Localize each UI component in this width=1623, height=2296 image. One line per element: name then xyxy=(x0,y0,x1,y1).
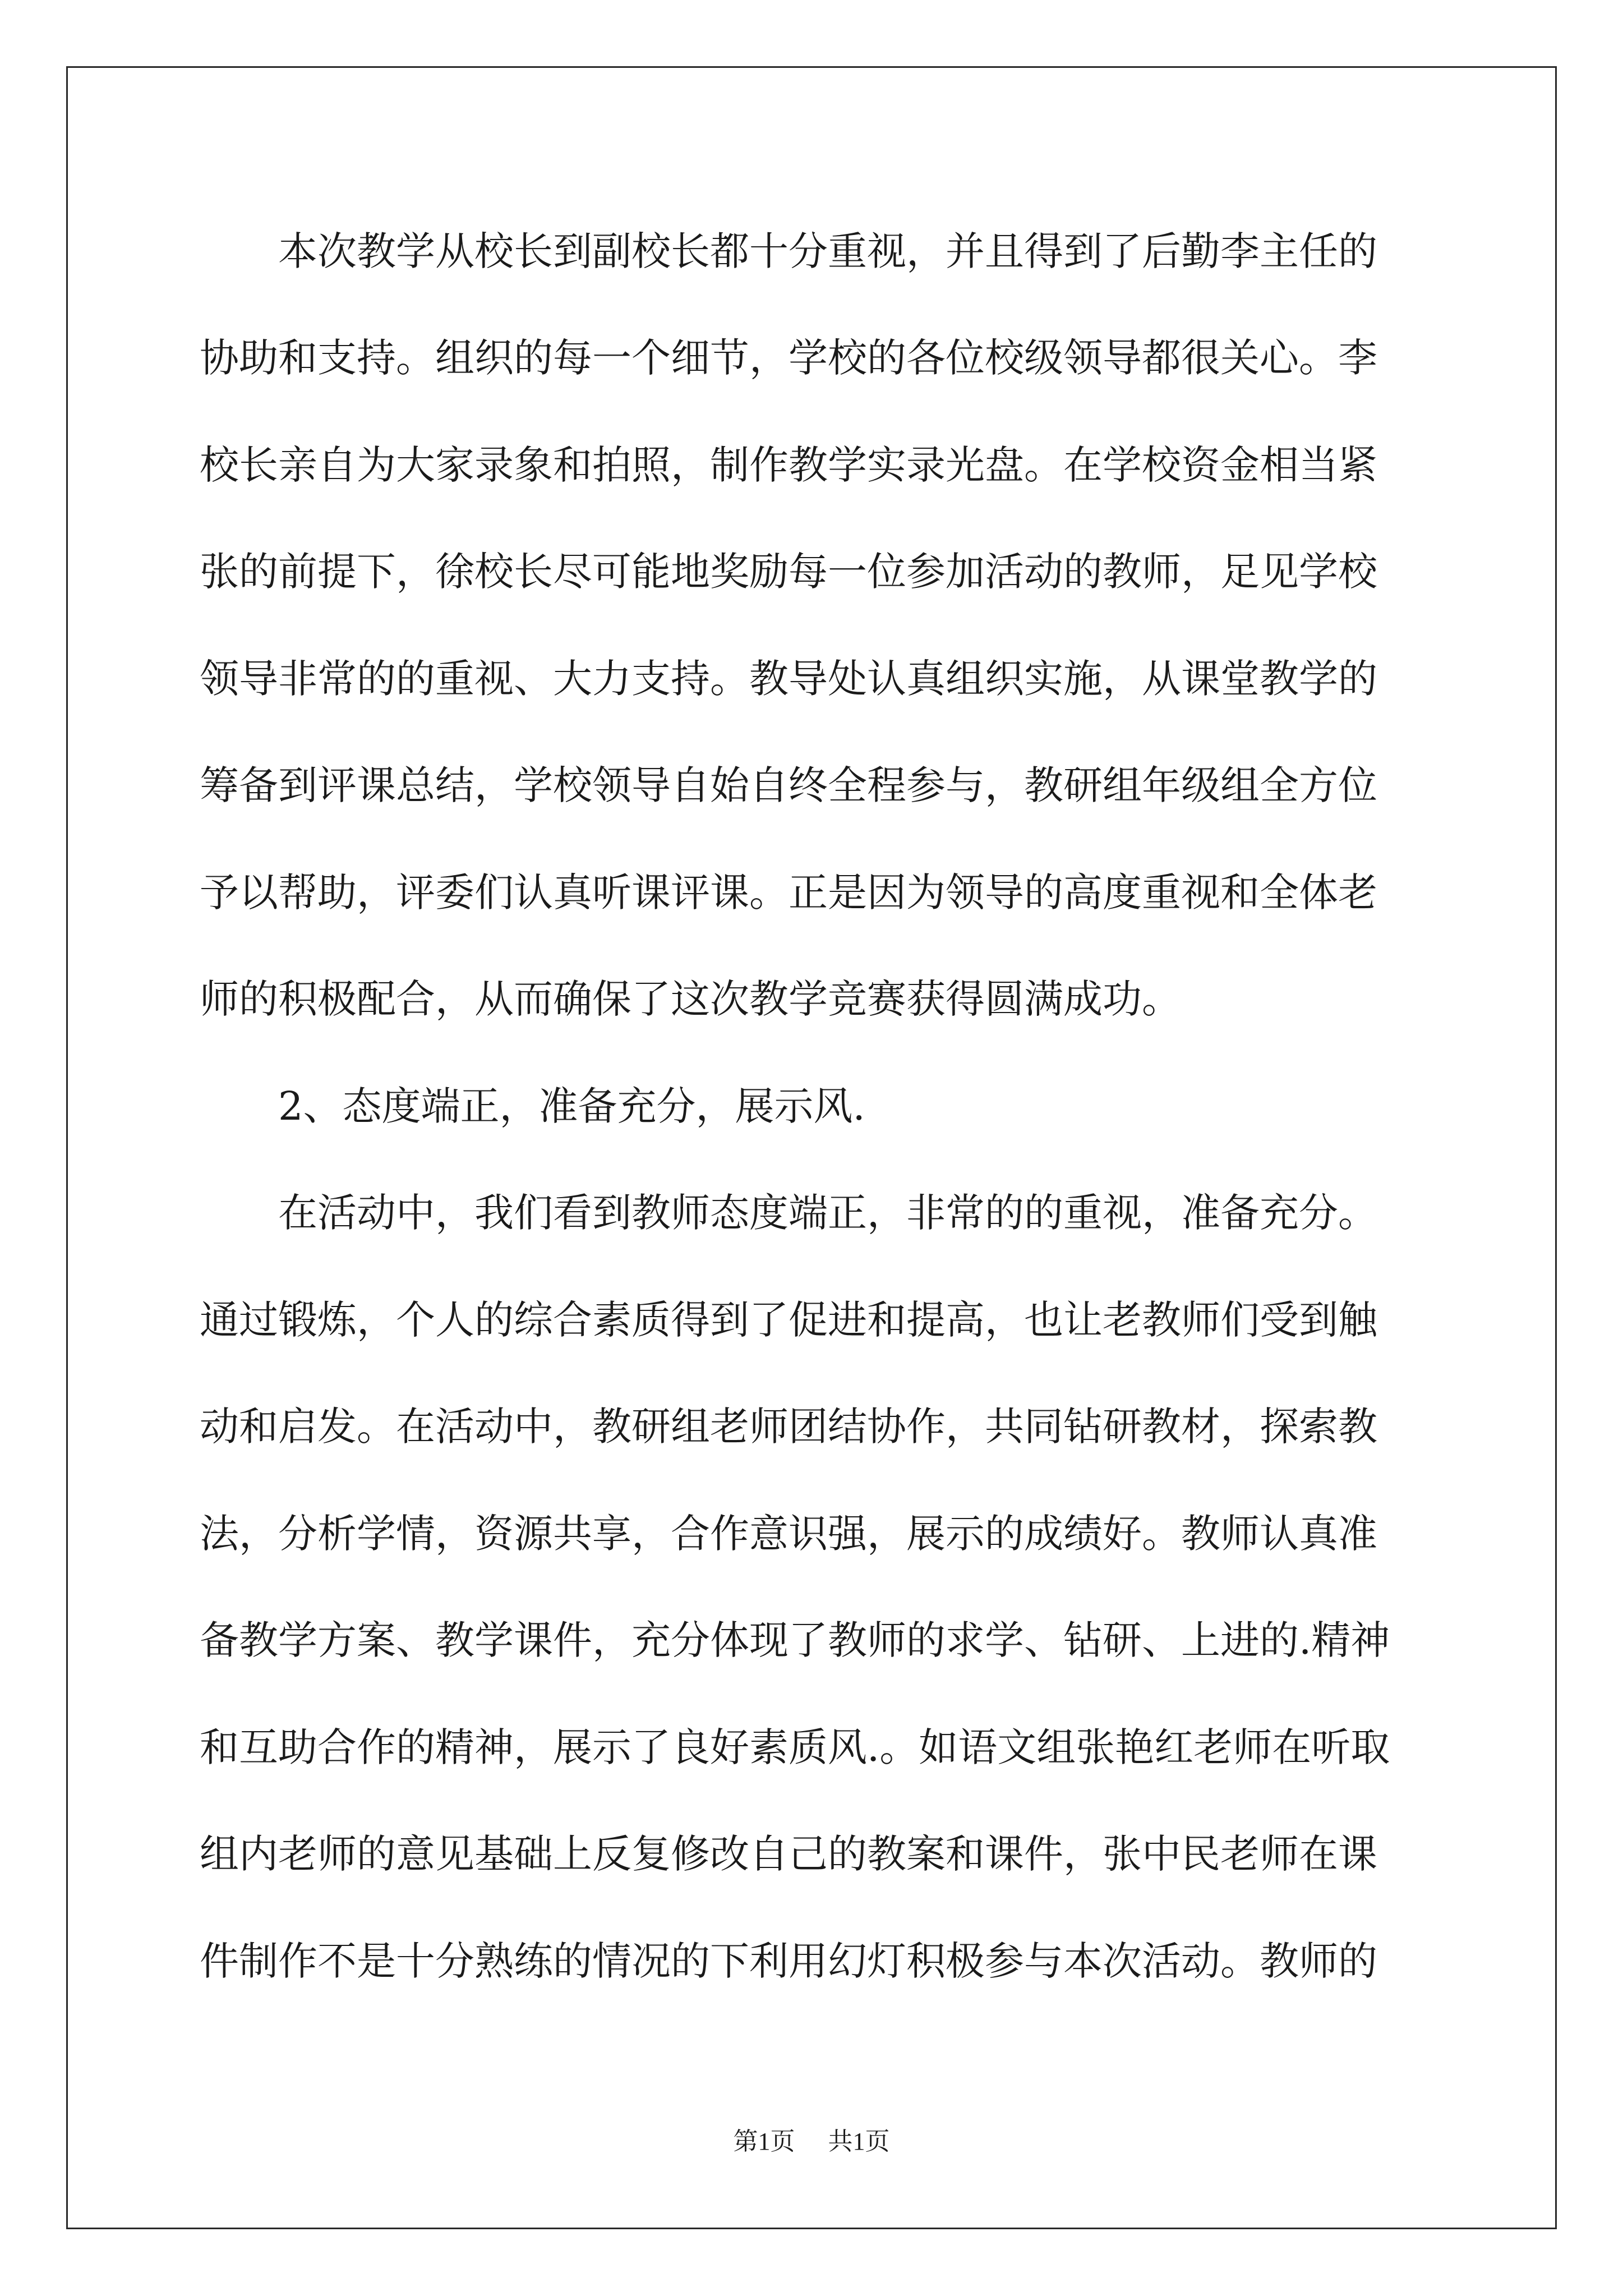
text-line-6: 筹备到评课总结，学校领导自始自终全程参与，教研组年级组全方位 xyxy=(200,762,1377,808)
text-line-1: 本次教学从校长到副校长都十分重视，并且得到了后勤李主任的 xyxy=(200,228,1377,274)
text-line-15: 和互助合作的精神，展示了良好素质风.。如语文组张艳红老师在听取 xyxy=(200,1724,1390,1770)
text-line-11: 通过锻炼，个人的综合素质得到了促进和提高，也让老教师们受到触 xyxy=(200,1297,1377,1343)
text-line-17: 件制作不是十分熟练的情况的下利用幻灯积极参与本次活动。教师的 xyxy=(200,1938,1377,1984)
text-line-16: 组内老师的意见基础上反复修改自己的教案和课件，张中民老师在课 xyxy=(200,1831,1377,1877)
text-line-3: 校长亲自为大家录象和拍照，制作教学实录光盘。在学校资金相当紧 xyxy=(200,442,1377,488)
text-line-10: 在活动中，我们看到教师态度端正，非常的的重视，准备充分。 xyxy=(200,1190,1377,1236)
text-line-5: 领导非常的的重视、大力支持。教导处认真组织实施，从课堂教学的 xyxy=(200,656,1377,702)
text-line-4: 张的前提下，徐校长尽可能地奖励每一位参加活动的教师，足见学校 xyxy=(200,549,1377,595)
section-heading: 2、态度端正，准备充分，展示风. xyxy=(200,1083,865,1129)
text-line-12: 动和启发。在活动中，教研组老师团结协作，共同钻研教材，探索教 xyxy=(200,1404,1377,1450)
text-line-8: 师的积极配合，从而确保了这次教学竞赛获得圆满成功。 xyxy=(200,976,1181,1022)
text-line-2: 协助和支持。组织的每一个细节，学校的各位校级领导都很关心。李 xyxy=(200,335,1377,381)
page-number: 第1页 xyxy=(733,2128,795,2155)
text-line-7: 予以帮助，评委们认真听课评课。正是因为领导的高度重视和全体老 xyxy=(200,869,1377,915)
page-total: 共1页 xyxy=(828,2128,890,2155)
text-line-14: 备教学方案、教学课件，充分体现了教师的求学、钻研、上进的.精神 xyxy=(200,1617,1390,1663)
text-line-13: 法，分析学情，资源共享，合作意识强，展示的成绩好。教师认真准 xyxy=(200,1511,1377,1557)
page-footer xyxy=(0,2125,1623,2159)
